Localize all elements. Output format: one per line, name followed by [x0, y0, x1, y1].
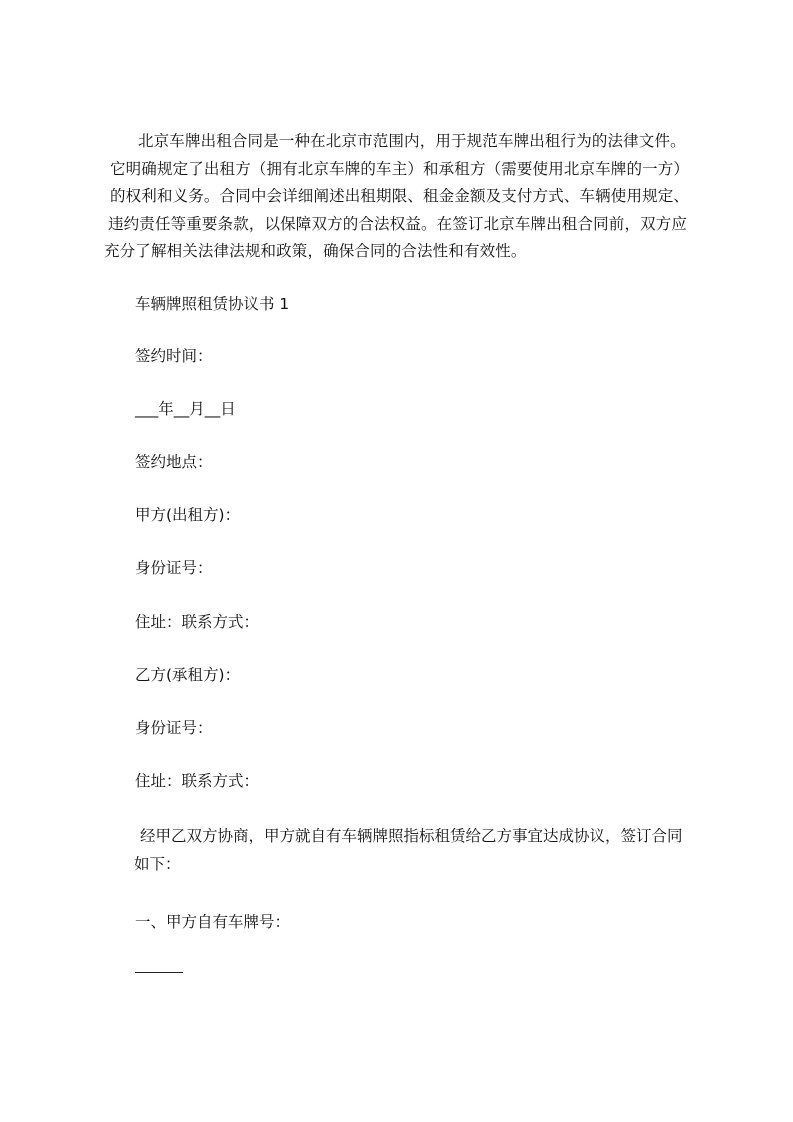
- intro-line: 的权利和义务。合同中会详细阐述出租期限、租金金额及支付方式、车辆使用规定、: [110, 187, 690, 205]
- agreement-title: 车辆牌照租赁协议书 1: [135, 295, 290, 313]
- clause-1-heading: 一、甲方自有车牌号：: [135, 913, 291, 931]
- negotiation-line: 经甲乙双方协商，甲方就自有车辆牌照指标租赁给乙方事宜达成协议，签订合同: [140, 827, 683, 845]
- intro-paragraph: [104, 128, 704, 266]
- fill-in-blank-line: [135, 972, 183, 973]
- negotiation-line: 如下：: [134, 854, 181, 873]
- party-b-label: 乙方(承租方)：: [135, 666, 241, 684]
- sign-place-label: 签约地点：: [135, 453, 213, 471]
- date-blank: ___年__月__日: [135, 400, 236, 418]
- party-b-id-label: 身份证号：: [135, 719, 213, 737]
- party-a-contact-label: 住址：联系方式：: [135, 613, 260, 631]
- party-a-label: 甲方(出租方)：: [135, 506, 241, 524]
- intro-line: 违约责任等重要条款，以保障双方的合法权益。在签订北京车牌出租合同前，双方应: [108, 214, 688, 233]
- party-a-id-label: 身份证号：: [135, 559, 213, 577]
- negotiation-paragraph: [134, 823, 714, 878]
- intro-line: 它明确规定了出租方（拥有北京车牌的车主）和承租方（需要使用北京车牌的一方）: [110, 159, 690, 178]
- intro-line: 北京车牌出租合同是一种在北京市范围内，用于规范车牌出租行为的法律文件。: [138, 132, 686, 150]
- intro-line: 充分了解相关法律法规和政策，确保合同的合法性和有效性。: [104, 242, 527, 260]
- sign-time-label: 签约时间：: [135, 347, 213, 365]
- party-b-contact-label: 住址：联系方式：: [135, 772, 260, 790]
